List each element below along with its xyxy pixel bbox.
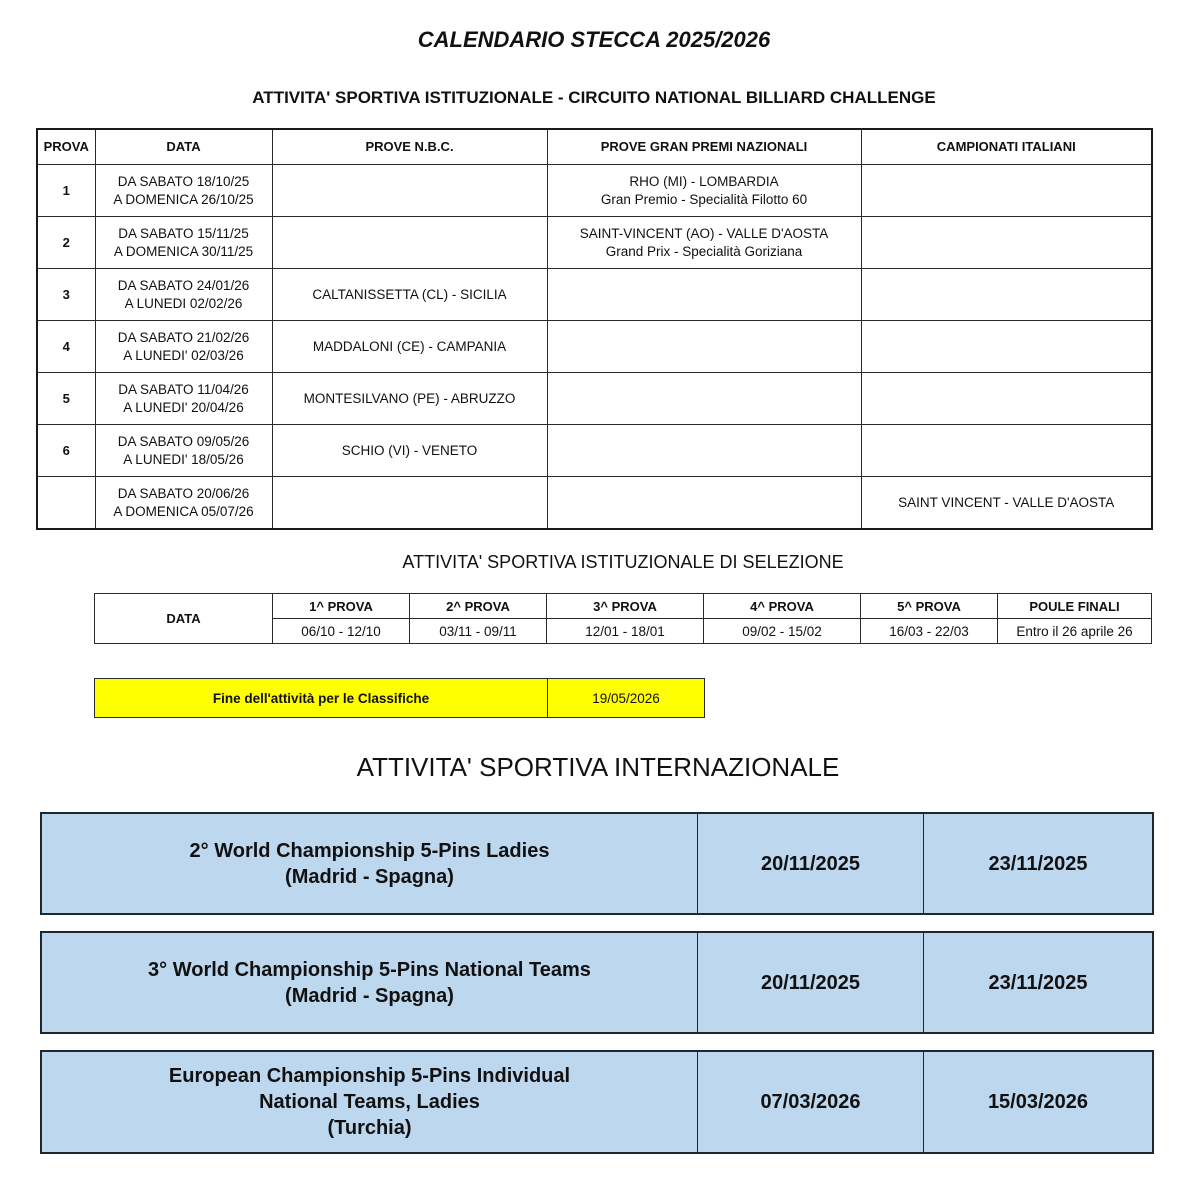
intl-event-row xyxy=(40,812,1154,915)
prova-4-dates: 09/02 - 15/02 xyxy=(704,619,861,644)
date-from: DA SABATO 15/11/25 xyxy=(118,225,249,241)
nbc-venue: SCHIO (VI) - VENETO xyxy=(272,425,547,477)
campionati-venue: SAINT VINCENT - VALLE D'AOSTA xyxy=(861,477,1152,530)
event-name xyxy=(41,1051,698,1153)
gp-venue xyxy=(547,477,861,530)
column-header-prova: PROVA xyxy=(37,129,95,165)
date-from: DA SABATO 20/06/26 xyxy=(117,485,250,501)
column-header-prove-nbc: PROVE N.B.C. xyxy=(272,129,547,165)
event-location: (Madrid - Spagna) xyxy=(285,984,454,1007)
date-cell xyxy=(95,217,272,269)
intl-event-row xyxy=(40,931,1154,1034)
date-to: A LUNEDI' 18/05/26 xyxy=(123,451,244,467)
event-start-date: 20/11/2025 xyxy=(698,932,924,1033)
date-from: DA SABATO 09/05/26 xyxy=(117,433,250,449)
date-to: A LUNEDI' 02/03/26 xyxy=(123,347,244,363)
event-name xyxy=(41,813,698,914)
prova-2-dates: 03/11 - 09/11 xyxy=(410,619,547,644)
date-cell xyxy=(95,477,272,530)
gp-specialty: Gran Premio - Specialità Filotto 60 xyxy=(600,191,808,207)
prova-number: 1 xyxy=(37,165,95,217)
date-to: A LUNEDI' 20/04/26 xyxy=(123,399,244,415)
table-row xyxy=(37,217,1152,269)
gp-venue xyxy=(547,217,861,269)
campionati-venue xyxy=(861,269,1152,321)
gp-venue xyxy=(547,321,861,373)
date-to: A DOMENICA 30/11/25 xyxy=(113,243,254,259)
section-title-nbc: ATTIVITA' SPORTIVA ISTITUZIONALE - CIRCUITO NATIONAL BILLIARD CHALLENGE xyxy=(252,88,936,107)
table-row xyxy=(37,477,1152,530)
nbc-venue xyxy=(272,165,547,217)
date-from: DA SABATO 21/02/26 xyxy=(117,329,250,345)
date-cell xyxy=(95,269,272,321)
event-start-date: 07/03/2026 xyxy=(698,1051,924,1153)
event-end-date: 15/03/2026 xyxy=(924,1051,1154,1153)
section-title-selezione: ATTIVITA' SPORTIVA ISTITUZIONALE DI SELEZIONE xyxy=(402,552,844,572)
date-cell xyxy=(95,373,272,425)
prova-number: 3 xyxy=(37,269,95,321)
date-to: A DOMENICA 05/07/26 xyxy=(113,503,254,519)
date-to: A LUNEDI 02/02/26 xyxy=(124,295,243,311)
table-row xyxy=(37,269,1152,321)
prova-number xyxy=(37,477,95,530)
intl-event-row xyxy=(40,1050,1154,1154)
page-title: CALENDARIO STECCA 2025/2026 xyxy=(417,27,771,52)
table-row xyxy=(37,165,1152,217)
event-title: European Championship 5-Pins Individual xyxy=(168,1065,571,1087)
nbc-venue: MONTESILVANO (PE) - ABRUZZO xyxy=(272,373,547,425)
gp-specialty: Grand Prix - Specialità Goriziana xyxy=(605,243,803,259)
prova-number: 6 xyxy=(37,425,95,477)
campionati-venue xyxy=(861,425,1152,477)
poule-finali-dates: Entro il 26 aprile 26 xyxy=(998,619,1152,644)
prova-5-dates: 16/03 - 22/03 xyxy=(861,619,998,644)
selezione-table xyxy=(94,593,1152,644)
campionati-venue xyxy=(861,321,1152,373)
prova-number: 5 xyxy=(37,373,95,425)
table-row xyxy=(37,373,1152,425)
nbc-venue: MADDALONI (CE) - CAMPANIA xyxy=(272,321,547,373)
nbc-venue xyxy=(272,477,547,530)
gp-venue xyxy=(547,373,861,425)
prova-3-dates: 12/01 - 18/01 xyxy=(547,619,704,644)
nbc-calendar-table xyxy=(36,128,1153,530)
event-location: (Turchia) xyxy=(327,1117,412,1139)
gp-location: SAINT-VINCENT (AO) - VALLE D'AOSTA xyxy=(579,225,829,241)
prova-number: 2 xyxy=(37,217,95,269)
event-title: 3° World Championship 5-Pins National Teams xyxy=(148,958,591,981)
column-header-prova-1: 1^ PROVA xyxy=(273,594,410,619)
fine-attivita-date: 19/05/2026 xyxy=(548,679,705,718)
date-cell xyxy=(95,425,272,477)
row-header-data: DATA xyxy=(95,594,273,644)
table-header-row xyxy=(37,129,1152,165)
event-location: (Madrid - Spagna) xyxy=(285,865,454,888)
event-title: 2° World Championship 5-Pins Ladies xyxy=(189,839,550,862)
column-header-prova-4: 4^ PROVA xyxy=(704,594,861,619)
date-from: DA SABATO 24/01/26 xyxy=(117,277,250,293)
table-row xyxy=(37,321,1152,373)
prova-number: 4 xyxy=(37,321,95,373)
section-title-internazionale: ATTIVITA' SPORTIVA INTERNAZIONALE xyxy=(356,752,840,782)
table-row xyxy=(37,425,1152,477)
date-from: DA SABATO 11/04/26 xyxy=(118,381,249,397)
nbc-venue: CALTANISSETTA (CL) - SICILIA xyxy=(272,269,547,321)
campionati-venue xyxy=(861,217,1152,269)
fine-attivita-label: Fine dell'attività per le Classifiche xyxy=(95,679,548,718)
date-cell xyxy=(95,165,272,217)
column-header-data: DATA xyxy=(95,129,272,165)
event-name xyxy=(41,932,698,1033)
gp-venue xyxy=(547,425,861,477)
column-header-prova-2: 2^ PROVA xyxy=(410,594,547,619)
date-cell xyxy=(95,321,272,373)
event-end-date: 23/11/2025 xyxy=(924,813,1154,914)
event-subtitle: National Teams, Ladies xyxy=(259,1091,480,1113)
column-header-gran-premi: PROVE GRAN PREMI NAZIONALI xyxy=(547,129,861,165)
column-header-poule-finali: POULE FINALI xyxy=(998,594,1152,619)
campionati-venue xyxy=(861,373,1152,425)
event-end-date: 23/11/2025 xyxy=(924,932,1154,1033)
selezione-header-row xyxy=(95,594,1152,619)
column-header-campionati: CAMPIONATI ITALIANI xyxy=(861,129,1152,165)
nbc-venue xyxy=(272,217,547,269)
gp-venue xyxy=(547,269,861,321)
gp-location: RHO (MI) - LOMBARDIA xyxy=(629,173,779,189)
gp-venue xyxy=(547,165,861,217)
campionati-venue xyxy=(861,165,1152,217)
date-from: DA SABATO 18/10/25 xyxy=(117,173,250,189)
fine-attivita-box xyxy=(94,678,705,718)
column-header-prova-3: 3^ PROVA xyxy=(547,594,704,619)
column-header-prova-5: 5^ PROVA xyxy=(861,594,998,619)
date-to: A DOMENICA 26/10/25 xyxy=(113,191,254,207)
prova-1-dates: 06/10 - 12/10 xyxy=(273,619,410,644)
event-start-date: 20/11/2025 xyxy=(698,813,924,914)
